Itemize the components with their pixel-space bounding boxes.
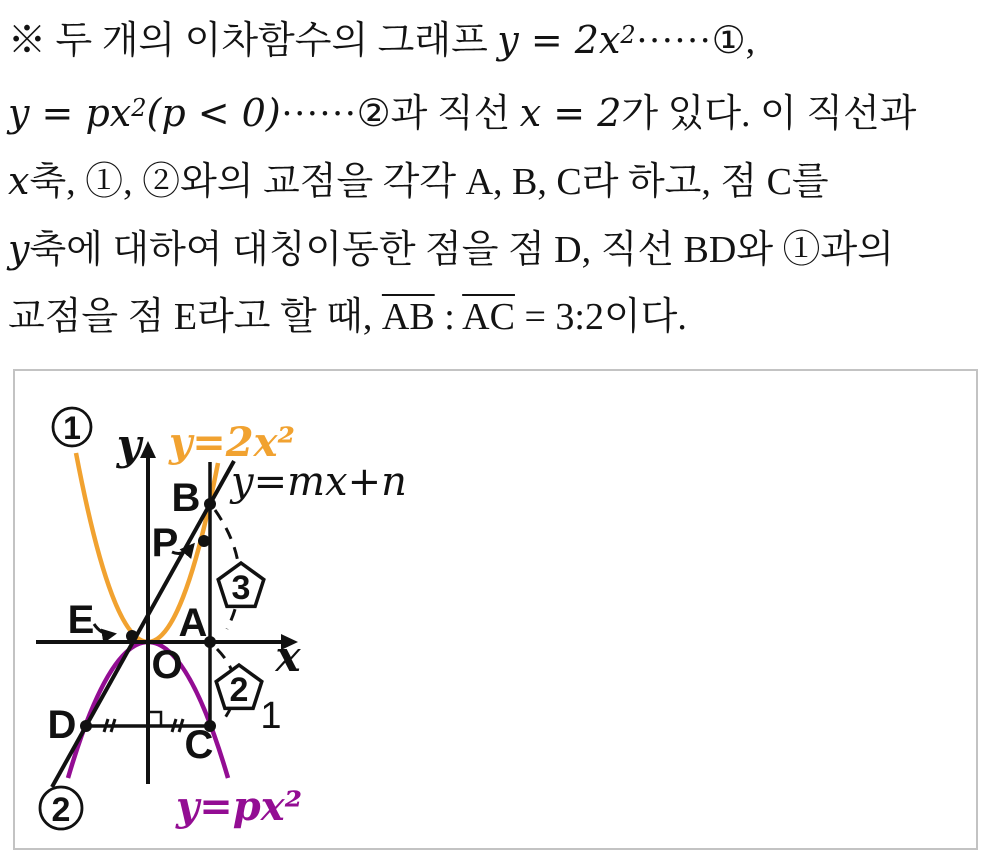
circle-1-label: 1 bbox=[63, 410, 81, 446]
point-label-b: B bbox=[171, 476, 201, 520]
e-pointer-arrow-icon bbox=[94, 624, 114, 634]
ellipsis-dots: ······ bbox=[635, 20, 712, 62]
korean-text: ※ 두 개의 이차함수의 그래프 bbox=[8, 20, 498, 62]
pentagon-3-label: 3 bbox=[231, 569, 251, 607]
problem-line-4 bbox=[8, 216, 991, 284]
point-label-a: A bbox=[178, 601, 208, 645]
math-expression-x2: x = 2 bbox=[519, 91, 622, 135]
korean-text: 가 있다. 이 직선과 bbox=[621, 93, 917, 135]
origin-label: O bbox=[151, 643, 183, 687]
problem-line-3 bbox=[8, 148, 991, 216]
ratio-colon: : bbox=[434, 296, 463, 338]
ratio-value: = 3:2이다. bbox=[514, 296, 687, 338]
korean-text: ······②과 직선 bbox=[280, 93, 520, 135]
y-axis-arrowhead-icon bbox=[140, 441, 156, 458]
korean-text: 축에 대하여 대칭이동한 점을 점 D, 직선 BD와 ①과의 bbox=[29, 229, 894, 271]
x-axis-label: x bbox=[275, 632, 301, 681]
parabola-1-equation-label: y=2x² bbox=[169, 419, 295, 466]
math-var-x: x bbox=[8, 159, 30, 203]
tick-mark-right-b bbox=[179, 719, 183, 732]
math-condition-p: (p < 0) bbox=[146, 91, 281, 135]
segment-AB-overline: $\overline{AB}$ bbox=[381, 296, 435, 338]
korean-text: 교점을 점 E라고 할 때, bbox=[8, 296, 382, 338]
point-dot-d bbox=[80, 720, 92, 732]
problem-line-2 bbox=[8, 75, 991, 148]
problem-line-1 bbox=[8, 2, 991, 75]
parabola-2-equation-label: y=px² bbox=[176, 783, 303, 830]
problem-text bbox=[8, 2, 991, 351]
point-dot-p bbox=[198, 535, 210, 547]
math-var-y: y bbox=[8, 227, 30, 271]
y-axis-label: y bbox=[116, 420, 142, 469]
point-label-c: C bbox=[184, 723, 214, 767]
korean-text: 축, ①, ②와의 교점을 각각 A, B, C라 하고, 점 C를 bbox=[29, 161, 829, 203]
figure-box bbox=[13, 369, 978, 850]
point-label-d: D bbox=[47, 703, 77, 747]
point-dot-e bbox=[126, 630, 138, 642]
circle-2-label: 2 bbox=[51, 791, 71, 829]
point-label-p: P bbox=[151, 521, 179, 565]
circled-ref-1: ①, bbox=[711, 20, 756, 62]
problem-line-5 bbox=[8, 284, 991, 351]
segment-AC-overline: $\overline{AC}$ bbox=[462, 296, 515, 338]
point-label-e: E bbox=[67, 598, 95, 642]
math-expression-y2x2: y = 2x bbox=[497, 18, 621, 62]
graph-figure bbox=[15, 371, 976, 848]
tick-mark-left-b bbox=[111, 719, 115, 732]
tick-mark-right-a bbox=[172, 719, 176, 732]
point-dot-b bbox=[204, 498, 216, 510]
line-equation-label: y=mx+n bbox=[231, 459, 407, 505]
math-expression-ypx2: y = px bbox=[8, 91, 132, 135]
tick-mark-left-a bbox=[104, 719, 108, 732]
superscript-2: 2 bbox=[131, 94, 147, 122]
pentagon-2-label: 2 bbox=[229, 671, 249, 709]
superscript-2: 2 bbox=[620, 21, 636, 49]
ratio-unit-label: 1 bbox=[260, 695, 282, 737]
